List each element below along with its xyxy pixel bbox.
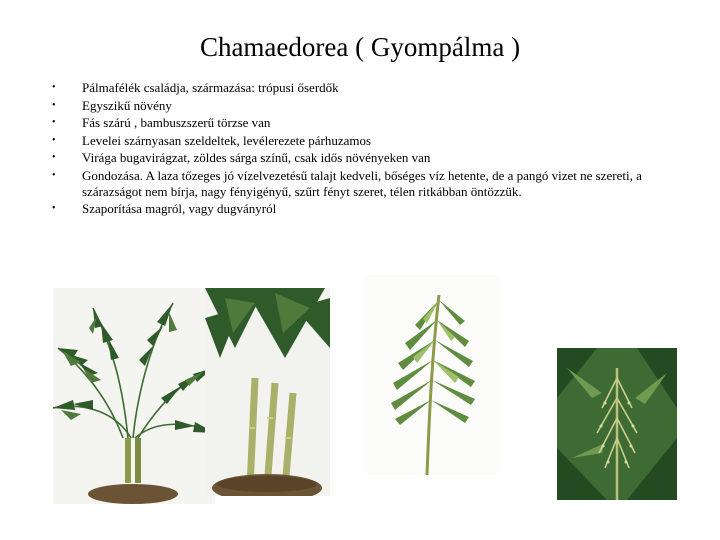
- bullet-text: Szaporítása magról, vagy dugványról: [82, 201, 277, 216]
- palm-illustration: [53, 288, 215, 504]
- bullet-marker: •: [52, 99, 56, 111]
- slide-title: Chamaedorea ( Gyompálma ): [199, 32, 521, 62]
- bullet-text: Gondozása. A laza tőzeges jó vízelvezetésű talajt kedveli, bőséges víz hetente, de a pangó vizet ne szereti, a szárazságot nem bírja, nagy fényigényű, szűrt fényt szeret, télen ritkábban öntözzük.: [82, 167, 642, 199]
- palm-leaf-illustration: [365, 275, 499, 475]
- palm-photo-stems: [205, 288, 330, 496]
- bullet-item: [52, 80, 692, 96]
- palm-photo-flower: [557, 348, 677, 500]
- bullet-marker: •: [52, 203, 56, 214]
- bullet-text: Fás szárú , bambuszszerű törzse van: [82, 115, 271, 130]
- palm-flower-illustration: [557, 348, 677, 500]
- bullet-item: [52, 98, 692, 114]
- palm-photo-potted: [53, 288, 215, 504]
- bullet-marker: •: [52, 82, 56, 93]
- bullet-item: [52, 133, 692, 149]
- bullet-marker: •: [52, 134, 56, 146]
- palm-photo-leaf: [365, 275, 499, 475]
- bullet-text: Egyszikű növény: [82, 97, 172, 113]
- bullet-item: [52, 168, 692, 200]
- bullet-marker: •: [52, 117, 56, 128]
- bullet-item: [52, 150, 692, 166]
- palm-stems-illustration: [205, 288, 330, 496]
- bullet-text: Virága bugavirágzat, zöldes sárga színű, csak idős növényeken van: [82, 150, 431, 165]
- bullet-list: [52, 80, 692, 219]
- bullet-marker: •: [52, 152, 56, 163]
- bullet-marker: •: [52, 169, 56, 181]
- bullet-text: Levelei szárnyasan szeldeltek, levélerezete párhuzamos: [82, 132, 372, 148]
- bullet-text: Pálmafélék családja, származása: trópusi őserdők: [82, 80, 339, 95]
- bullet-item: [52, 201, 692, 217]
- bullet-item: [52, 115, 692, 131]
